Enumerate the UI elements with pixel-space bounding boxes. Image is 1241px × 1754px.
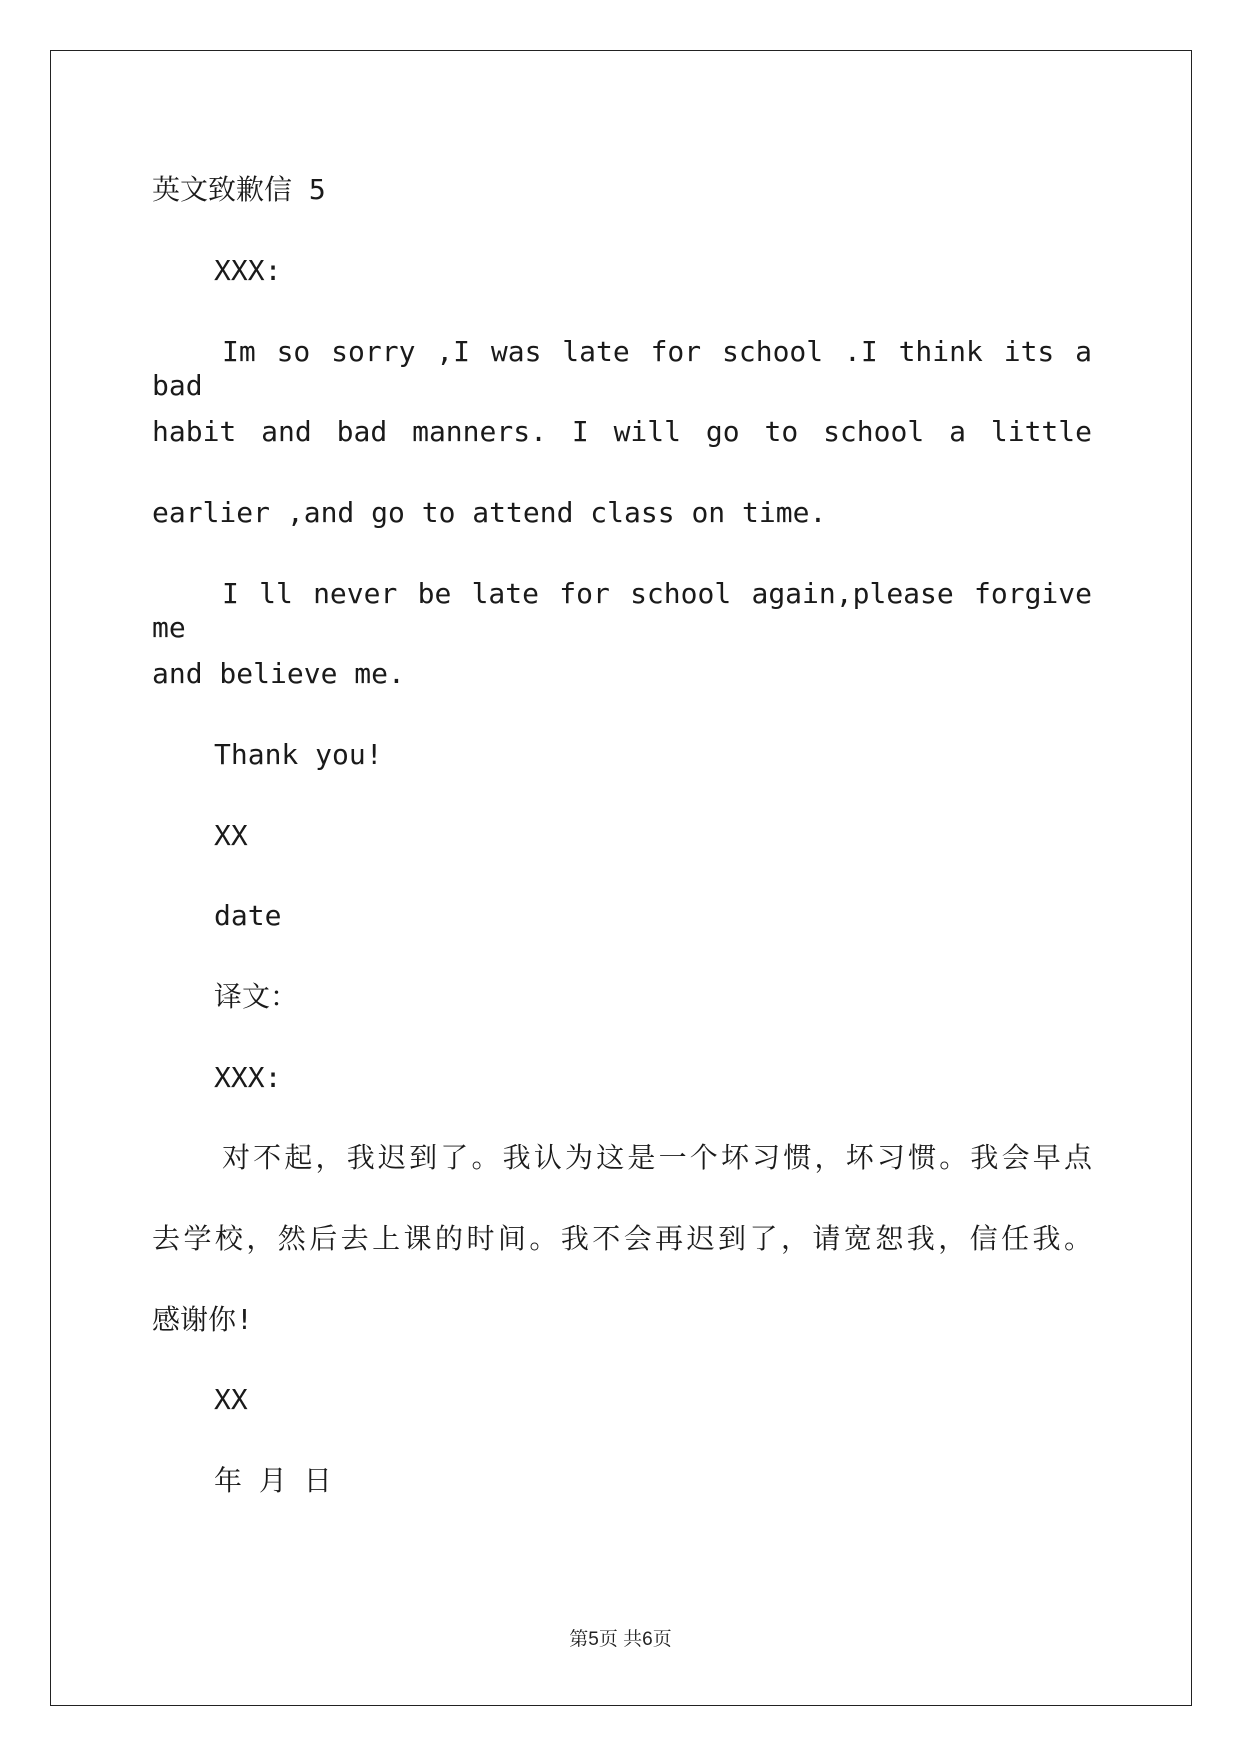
chinese-line-3: 感谢你!	[152, 1303, 253, 1336]
date-en: date	[214, 899, 282, 932]
date-cn: 年 月 日	[214, 1464, 332, 1497]
paragraph-2-line-1: I ll never be late for school again,please forgive me	[152, 577, 1092, 644]
paragraph-2-line-2: and believe me.	[152, 657, 405, 690]
salutation-cn: XXX:	[214, 1061, 282, 1094]
thanks-en: Thank you!	[214, 738, 383, 771]
salutation-en: XXX:	[214, 254, 282, 287]
paragraph-1-line-2: habit and bad manners. I will go to school a little	[152, 415, 1092, 448]
paragraph-1-line-1: Im so sorry ,I was late for school .I think its a bad	[152, 335, 1092, 402]
page-border	[50, 50, 1192, 1706]
chinese-line-1: 对不起，我迟到了。我认为这是一个坏习惯，坏习惯。我会早点	[222, 1141, 1092, 1174]
signature-cn: XX	[214, 1383, 248, 1416]
document-title: 英文致歉信 5	[152, 173, 326, 206]
page-number: 第5页 共6页	[569, 1629, 672, 1650]
chinese-line-2: 去学校，然后去上课的时间。我不会再迟到了，请宽恕我，信任我。	[152, 1222, 1092, 1255]
paragraph-1-line-3: earlier ,and go to attend class on time.	[152, 496, 827, 529]
signature-en: XX	[214, 819, 248, 852]
translation-label: 译文：	[214, 980, 299, 1013]
